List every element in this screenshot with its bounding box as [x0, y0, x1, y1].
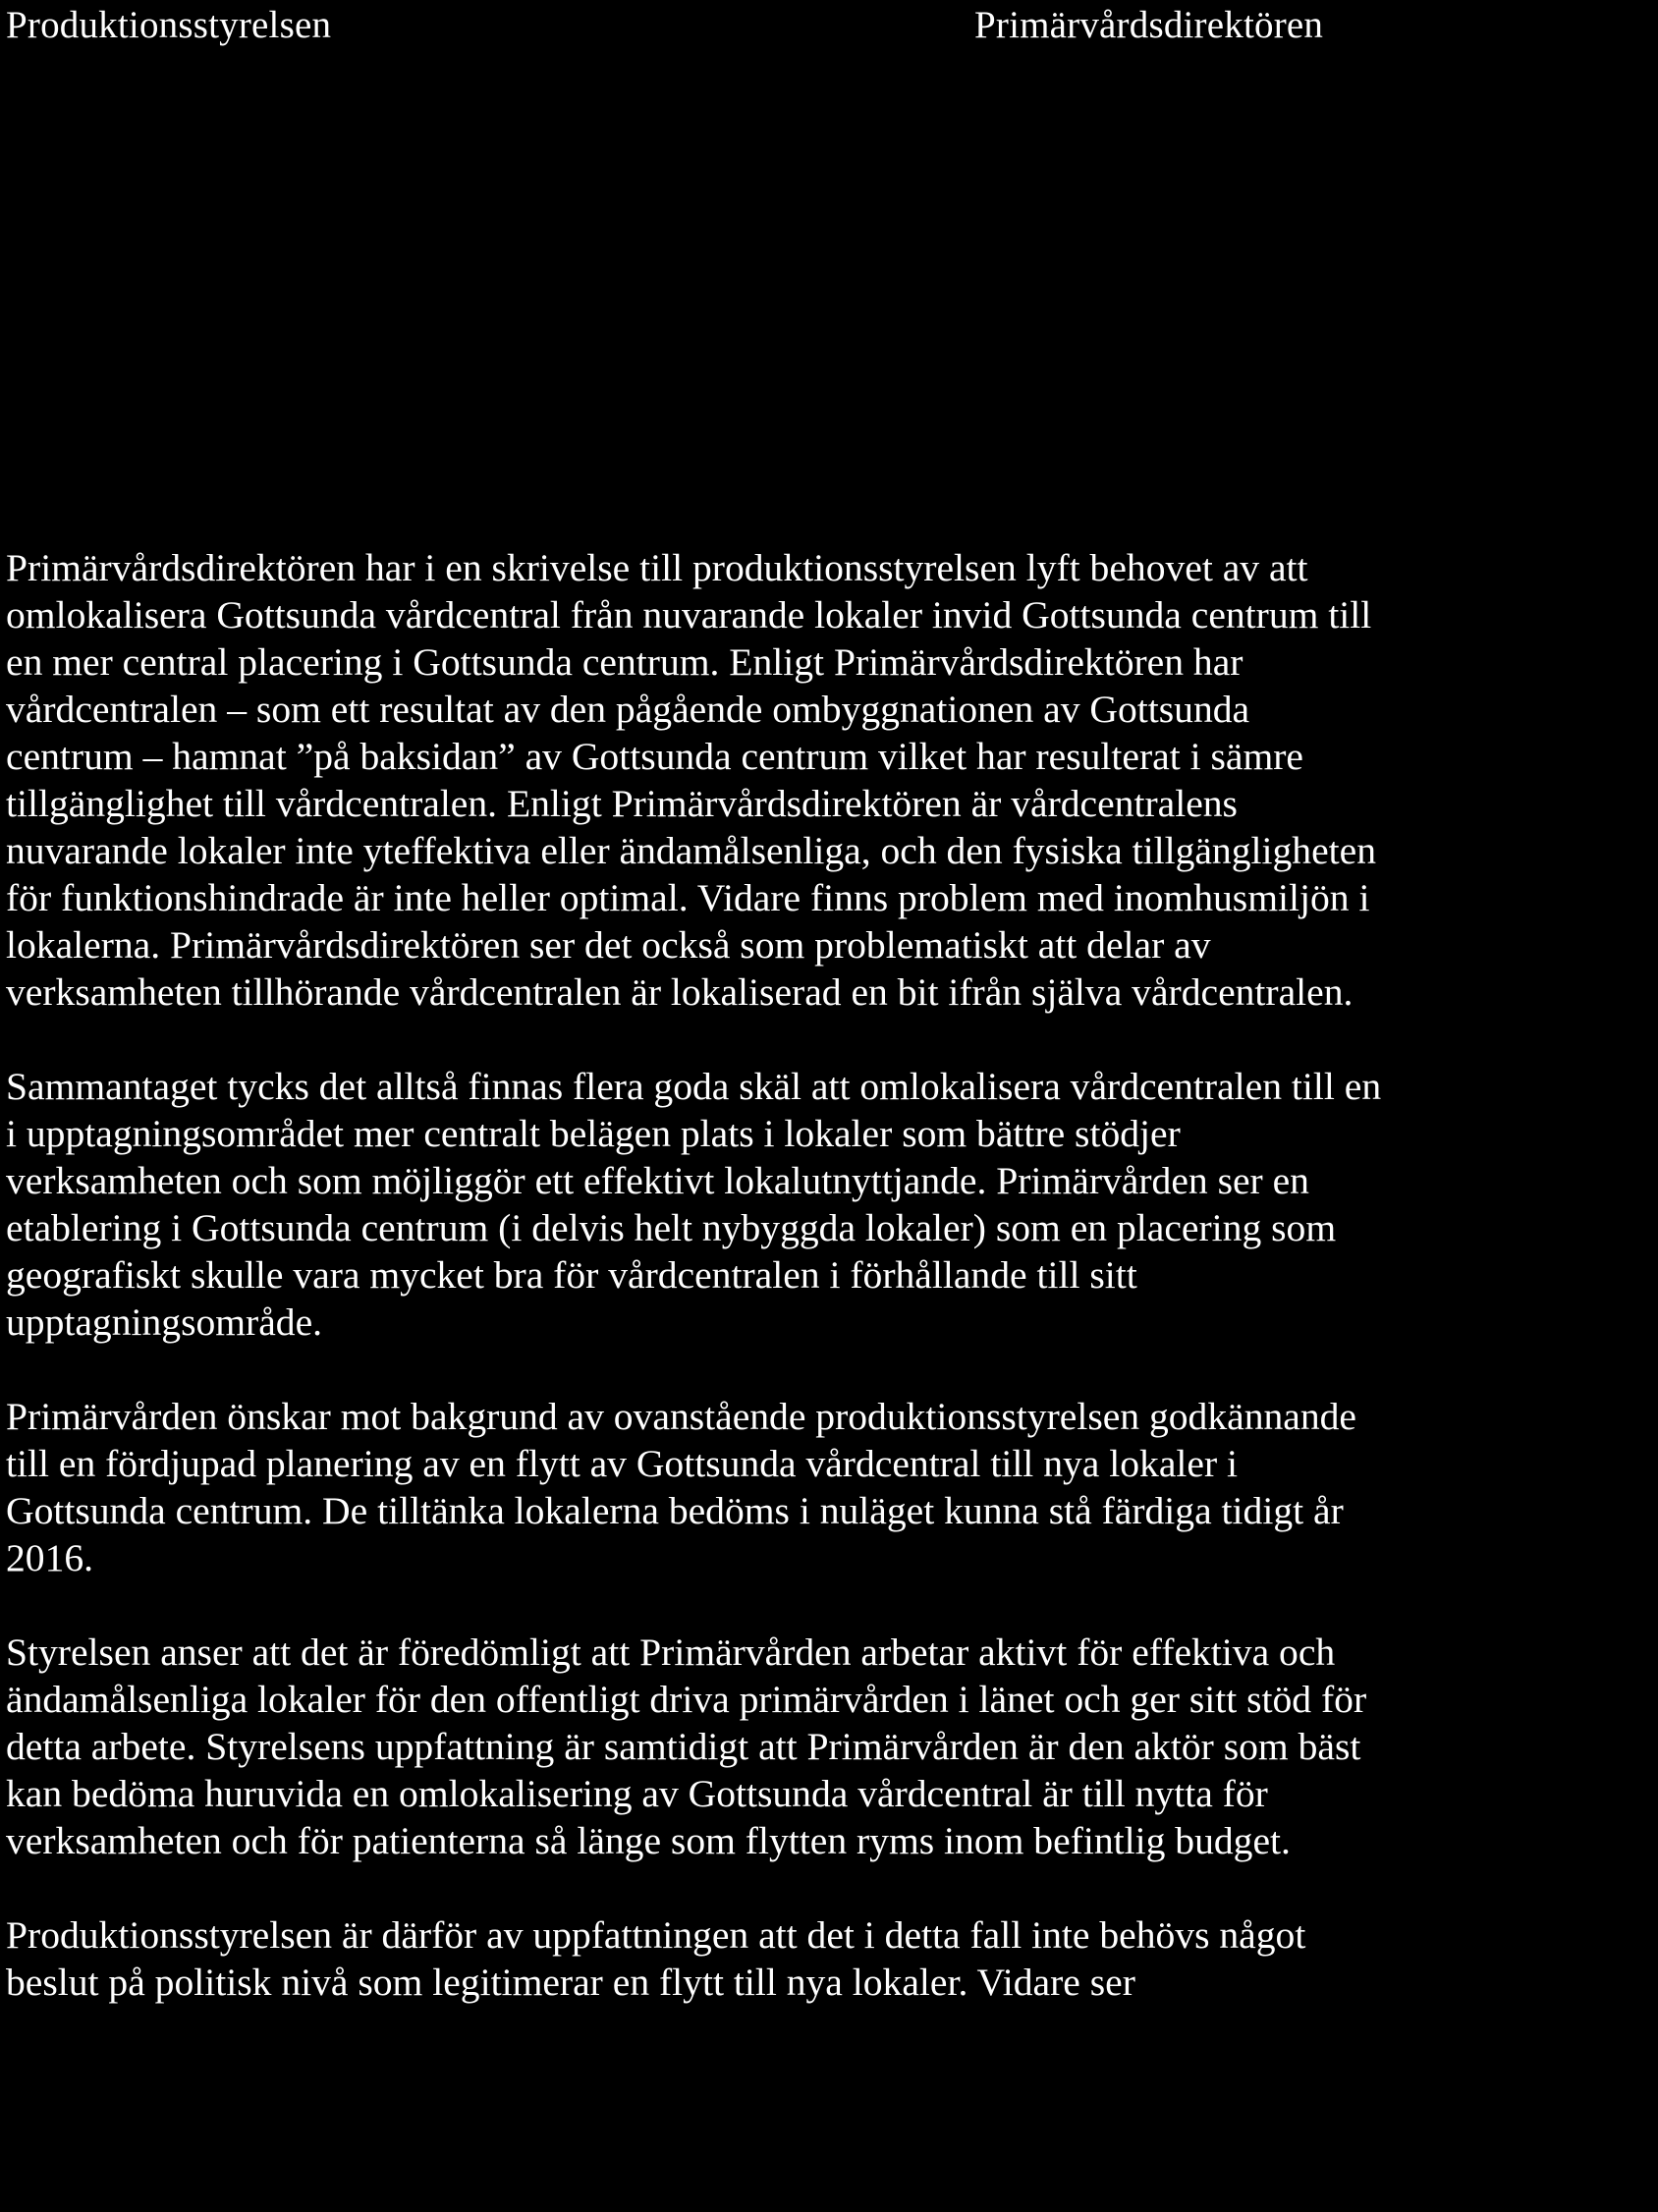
- text-line: ändamålsenliga lokaler för den offentligt driva primärvården i länet och ger sitt stöd för: [6, 1678, 1367, 1721]
- text-line: detta arbete. Styrelsens uppfattning är samtidigt att Primärvården är den aktör som bäst: [6, 1725, 1361, 1768]
- text-line: vårdcentralen – som ett resultat av den pågående ombyggnationen av Gottsunda: [6, 688, 1250, 731]
- text-line: Primärvårdsdirektören har i en skrivelse till produktionsstyrelsen lyft behovet av att: [6, 546, 1308, 589]
- text-line: Produktionsstyrelsen är därför av uppfattningen att det i detta fall inte behövs något: [6, 1913, 1306, 1957]
- paragraph-background: [6, 544, 1656, 1016]
- text-line: 2016.: [6, 1536, 94, 1579]
- text-line: nuvarande lokaler inte yteffektiva eller ändamålsenliga, och den fysiska tillgängligheten: [6, 829, 1376, 872]
- text-line: verksamheten och för patienterna så länge som flytten ryms inom befintlig budget.: [6, 1819, 1291, 1862]
- text-line: en mer central placering i Gottsunda centrum. Enligt Primärvårdsdirektören har: [6, 640, 1244, 684]
- document-body: [6, 544, 1656, 2006]
- text-line: lokalerna. Primärvårdsdirektören ser det också som problematiskt att delar av: [6, 923, 1211, 967]
- header-sender: Produktionsstyrelsen: [6, 4, 332, 46]
- paragraph-request: [6, 1393, 1656, 1581]
- text-line: Sammantaget tycks det alltså finnas flera goda skäl att omlokalisera vårdcentralen till en: [6, 1065, 1382, 1108]
- paragraph-board-opinion: [6, 1629, 1656, 1864]
- text-line: verksamheten tillhörande vårdcentralen är lokaliserad en bit ifrån själva vårdcentralen.: [6, 970, 1354, 1014]
- text-line: beslut på politisk nivå som legitimerar en flytt till nya lokaler. Vidare ser: [6, 1961, 1135, 2004]
- text-line: omlokalisera Gottsunda vårdcentral från nuvarande lokaler invid Gottsunda centrum till: [6, 593, 1372, 636]
- text-line: upptagningsområde.: [6, 1300, 323, 1344]
- text-line: Primärvården önskar mot bakgrund av ovanstående produktionsstyrelsen godkännande: [6, 1395, 1356, 1438]
- text-line: för funktionshindrade är inte heller optimal. Vidare finns problem med inomhusmiljön i: [6, 876, 1370, 919]
- text-line: centrum – hamnat ”på baksidan” av Gottsunda centrum vilket har resulterat i sämre: [6, 735, 1303, 778]
- text-line: tillgänglighet till vårdcentralen. Enligt Primärvårdsdirektören är vårdcentralens: [6, 782, 1238, 825]
- text-line: geografiskt skulle vara mycket bra för vårdcentralen i förhållande till sitt: [6, 1253, 1137, 1297]
- text-line: i upptagningsområdet mer centralt belägen plats i lokaler som bättre stödjer: [6, 1112, 1181, 1155]
- text-line: Gottsunda centrum. De tilltänka lokalerna bedöms i nuläget kunna stå färdiga tidigt år: [6, 1489, 1344, 1532]
- paragraph-conclusion: [6, 1911, 1656, 2006]
- text-line: kan bedöma huruvida en omlokalisering av Gottsunda vårdcentral är till nytta för: [6, 1772, 1268, 1815]
- text-line: verksamheten och som möjliggör ett effektivt lokalutnyttjande. Primärvården ser en: [6, 1159, 1309, 1202]
- header-recipient: Primärvårdsdirektören: [974, 4, 1324, 46]
- paragraph-summary: [6, 1063, 1656, 1346]
- text-line: etablering i Gottsunda centrum (i delvis helt nybyggda lokaler) som en placering som: [6, 1206, 1337, 1249]
- text-line: Styrelsen anser att det är föredömligt att Primärvården arbetar aktivt för effektiva och: [6, 1631, 1336, 1674]
- text-line: till en fördjupad planering av en flytt av Gottsunda vårdcentral till nya lokaler i: [6, 1442, 1239, 1485]
